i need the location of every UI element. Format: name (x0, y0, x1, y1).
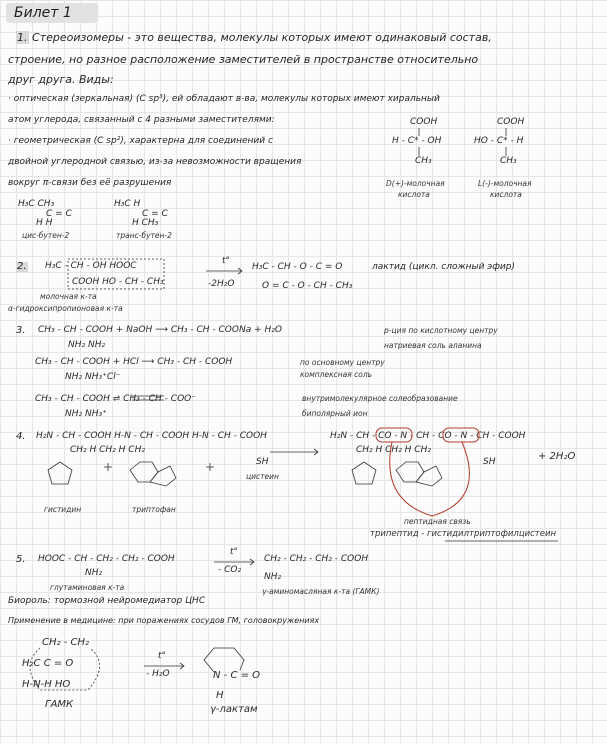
sec5-product: CH₂ - CH₂ - CH₂ - COOH (264, 554, 369, 564)
lactam-label: γ-лактам (210, 704, 258, 715)
sec5-biorole: Биороль: тормозной нейромедиатор ЦНС (8, 596, 206, 606)
sec2-label2: α-гидроксипропионовая к-та (8, 304, 123, 313)
sec4-water: + 2H₂O (538, 451, 576, 462)
sec2-product2: O = C - O - CH - CH₃ (262, 281, 353, 291)
sec5-reactant: HOOC - CH - CH₂ - CH₂ - COOH (38, 554, 175, 564)
lactL-mid: HO - C* - H (474, 136, 524, 146)
lactL-bot: CH₃ (500, 156, 517, 166)
sec3-eq3-sub: NH₂ NH₃⁺ (65, 409, 107, 419)
sec4-product-sh: SH (483, 457, 496, 467)
sec4-sh: SH (256, 457, 269, 467)
lactL-top: COOH (497, 117, 525, 127)
lactL-label1: L(-)-молочная (478, 179, 532, 188)
sec5-label1: глутаминовая к-та (50, 583, 125, 592)
cis-line1: H₃C CH₃ (18, 199, 55, 209)
gaba-line3: H-N-H HO (22, 679, 71, 690)
cis-line2: C = C (46, 209, 72, 219)
lactD-bot: CH₃ (415, 156, 432, 166)
sec5-arrow-bottom: - CO₂ (218, 565, 242, 575)
trans-line1: H₃C H (114, 199, 141, 209)
sec2-arrow-bottom: -2H₂O (208, 279, 235, 289)
product-tryptophan-ring-b (416, 466, 442, 486)
sec3-eq2-note1: по основному центру (300, 358, 385, 367)
sec1-line3: друг друга. Виды: (8, 73, 114, 86)
gaba-line1: CH₂ - CH₂ (42, 637, 89, 648)
sec1-geometric-2: двойной углеродной связью, из-за невозможности вращения (8, 157, 302, 167)
sec5-medicine: Применение в медицине: при поражениях сосудов ГМ, головокружениях (8, 616, 320, 625)
sec3-eq1-note2: натриевая соль аланина (384, 341, 482, 350)
lactD-label2: кислота (398, 190, 430, 199)
sec2-product1: H₃C - CH - O - C = O (252, 262, 343, 272)
sec4-number: 4. (16, 431, 26, 442)
sec5-reactant-sub: NH₂ (85, 568, 103, 578)
lactam-ring (204, 648, 244, 672)
trans-line2: C = C (142, 209, 168, 219)
sec3-eq1-note1: р-ция по кислотному центру (384, 326, 498, 335)
product-tryptophan-ring-a (396, 462, 424, 482)
trans-label: транс-бутен-2 (116, 231, 172, 240)
tryptophan-ring-a (130, 462, 158, 482)
sec4-peptide-bond: пептидная связь (404, 517, 471, 526)
sec1-geometric-3: вокруг π-связи без её разрушения (8, 178, 172, 188)
sec4-reactants: H₂N - CH - COOH H-N - CH - COOH H-N - CH - COOH (36, 431, 267, 441)
lactD-label1: D(+)-молочная (386, 179, 445, 188)
sec5-arrow-top: t° (230, 547, 239, 557)
product-histidine-ring (352, 462, 376, 484)
gaba-label: ГАМК (45, 699, 74, 710)
trans-line3: H CH₃ (132, 218, 159, 228)
sec3-eq1-sub: NH₂ NH₂ (68, 340, 106, 350)
sec2-reactant2: COOH HO - CH - CH₃ (72, 277, 164, 287)
sec4-tripeptide: трипептид - гистидилтриптофилцистеин (370, 529, 557, 539)
sec2-label1: молочная к-та (40, 292, 97, 301)
sec3-number: 3. (16, 325, 26, 336)
sec3-eq2: CH₃ - CH - COOH + HCl ⟶ CH₃ - CH - COOH (35, 357, 233, 367)
sec1-optical-2: атом углерода, связанный с 4 разными заместителями: (8, 115, 275, 125)
sec4-label-histidine: гистидин (44, 505, 82, 514)
peptide-bond-circle-1 (376, 428, 412, 442)
lactL-label2: кислота (490, 190, 522, 199)
sec3-eq3: CH₃ - CH - COOH ⇌ CH₃ - CH - COO⁻ (35, 394, 196, 404)
sec3-eq3-note2: биполярный ион (302, 409, 368, 418)
sec1-geometric-1: · геометрическая (С sp²), характерна для соединений с (8, 136, 273, 146)
sec4-sub1: CH₂ H CH₂ H CH₂ (70, 445, 145, 455)
sec5-product-sub: NH₂ (264, 572, 282, 582)
sec2-arrow-top: t° (222, 256, 231, 266)
lactam-line2: H (216, 690, 224, 701)
sec5-label2: γ-аминомасляная к-та (ГАМК) (262, 587, 380, 596)
lactD-top: COOH (410, 117, 438, 127)
sec2-reactant1: H₃C - CH - OH HOOC (45, 261, 137, 271)
sec1-line1-text: Стереоизомеры - это вещества, молекулы которых имеют одинаковый состав, (32, 31, 492, 44)
sec3-eq2-note2: комплексная соль (300, 370, 373, 379)
lactD-mid: H - C* - OH (392, 136, 442, 146)
peptide-bond-circle-2 (443, 428, 479, 442)
cis-label: цис-бутен-2 (22, 231, 70, 240)
sec3-eq3-note1: внутримолекулярное солеобразование (302, 394, 458, 403)
histidine-ring (48, 462, 72, 484)
tryptophan-ring-b (150, 466, 176, 486)
sec4-product: H₂N - CH - CO - N - CH - CO - N - CH - COOH (330, 431, 526, 441)
sec1-number: 1. (17, 31, 28, 44)
sec1-line2: строение, но разное расположение заместителей в пространстве относительно (8, 53, 479, 66)
sec2-water-box (68, 259, 164, 289)
cis-line3: H H (36, 218, 53, 228)
gaba-dashed-ring (30, 648, 100, 690)
sec4-product-sub: CH₂ H CH₂ H CH₂ (356, 445, 431, 455)
sec2-note: лактид (цикл. сложный эфир) (372, 262, 515, 272)
sec5-arrow2-top: t° (158, 651, 167, 661)
sec3-eq2-sub: NH₂ NH₃⁺Cl⁻ (65, 372, 121, 382)
sec3-eq1: CH₃ - CH - COOH + NaOH ⟶ CH₃ - CH - COONa + H₂O (38, 325, 282, 335)
page-title: Билет 1 (14, 5, 72, 21)
sec2-number: 2. (17, 261, 27, 272)
lactam-line1: N - C = O (213, 670, 261, 681)
sec1-optical-1: · оптическая (зеркальная) (С sp³), ей обладают в-ва, молекулы которых имеют хиральный (8, 94, 440, 104)
gaba-line2: H₂C C = O (22, 658, 74, 669)
sec4-label-cysteine: цистеин (246, 472, 279, 481)
sec5-arrow2-bottom: - H₂O (146, 669, 170, 679)
sec4-label-tryptophan: триптофан (132, 505, 176, 514)
sec5-number: 5. (16, 554, 26, 565)
